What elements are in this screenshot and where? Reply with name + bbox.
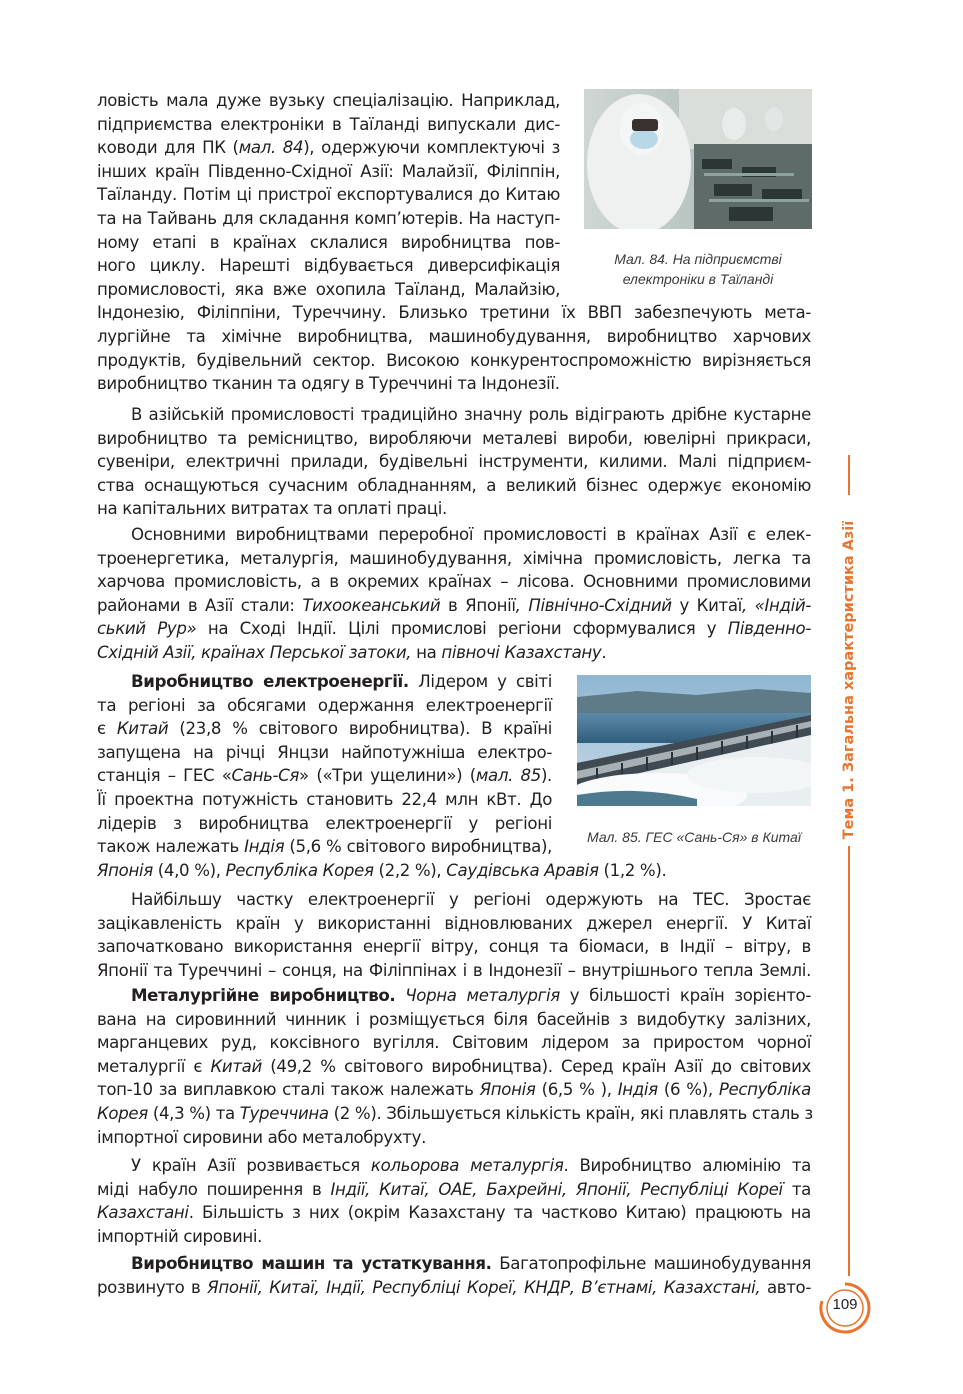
text-line: запущена на річці Янцзи найпотужніша електро- (97, 742, 552, 762)
paragraph-4 (97, 670, 811, 882)
text-line: на капітальних витратах та оплаті праці. (97, 499, 447, 519)
paragraph-8 (97, 1252, 811, 1299)
text-line: станція – ГЕС «Сань-Ся» («Три ущелини») (мал. 85). (97, 766, 552, 786)
figure-84-caption-line1: Мал. 84. На підприємстві (614, 251, 782, 267)
page-number-badge (818, 1281, 872, 1335)
paragraph-2 (97, 403, 811, 521)
section-heading-machinery: Виробництво машин та устаткування. (131, 1254, 492, 1273)
text-line: імпортної сировини або металобрухту. (97, 1127, 426, 1147)
text-line: інших країн Південно-Східної Азії: Малайзії, Філіппін, (97, 161, 560, 181)
text-line: та на Тайвань для складання комп’ютерів. На наступ- (97, 208, 560, 228)
text-fragment: Багатопрофільне машинобудування (491, 1254, 812, 1273)
text-line: продуктів, будівельний сектор. Високою конкурентоспроможністю вирізняється (97, 350, 811, 370)
text-line: Східній Азії, країнах Перської затоки, на півночі Казахстану. (97, 642, 607, 662)
figure-84-caption-line2: електроніки в Таїланді (622, 271, 774, 287)
text-line: започатковано використання енергії вітру, сонця та біомаси, в Індії – вітру, в (97, 937, 811, 957)
text-line: В азійській промисловості традиційно значну роль відіграють дрібне кустарне (131, 405, 811, 424)
text-line: також належать Індія (5,6 % світового виробництва), (97, 837, 552, 857)
text-line: є Китай (23,8 % світового виробництва). В країні (97, 719, 552, 739)
text-line: виробництво та ремісництво, виробляючи металеві вироби, ювелірні прикраси, (97, 428, 811, 448)
text-line: У країн Азії розвивається кольорова металургія. Виробництво алюмінію та (131, 1156, 811, 1175)
text-line: марганцевих руд, коксівного вугілля. Світовим лідером за приростом чорної (97, 1033, 811, 1053)
paragraph-7 (97, 1154, 811, 1248)
text-line: ному етапі в країнах склалися виробництва пов- (97, 232, 560, 252)
text-line: ства оснащуються сучасним обладнанням, а великий бізнес одержує економію (97, 475, 811, 495)
text-line: та регіоні за обсягами одержання електроенергії (97, 695, 552, 715)
text-line: виробництво тканин та одягу в Туреччині та Індонезії. (97, 374, 560, 394)
topic-tab-label: Тема 1. Загальна характеристика Азії (841, 520, 857, 840)
paragraph-3 (97, 523, 811, 665)
text-line: підприємства електроніки в Таїланді випускали дис- (97, 114, 560, 134)
text-line: троенергетика, металургія, машинобудування, хімічна промисловість, легка та (97, 548, 811, 568)
text-line: Її проектна потужність становить 22,4 млн кВт. До (97, 789, 552, 809)
text-line: Таїланду. Потім ці пристрої експортувалися до Китаю (97, 185, 560, 205)
text-line: районами в Азії стали: Тихоокеанський в Японії, Північно-Східний у Китаї, «Індій- (97, 595, 812, 615)
text-line: металургії є Китай (49,2 % світового виробництва). Серед країн Азії до світових (97, 1056, 811, 1076)
text-line: ководи для ПК (мал. 84), одержуючи комплектуючі з (97, 138, 561, 158)
text-line: розвинуто в Японії, Китаї, Індії, Республіці Кореї, КНДР, В’єтнамі, Казахстані, авто- (97, 1277, 811, 1297)
text-line: ного циклу. Нарешті відбувається диверсифікація (97, 256, 560, 276)
text-line: лургійне та хімічне виробництва, машинобудування, виробництво харчових (97, 326, 811, 346)
text-line: Найбільшу частку електроенергії у регіоні одержують на ТЕС. Зростає (131, 890, 811, 909)
sidebar-line-top (848, 455, 850, 495)
text-line: сувеніри, електричні прилади, будівельні інструменти, килими. Малі підприєм- (97, 452, 811, 472)
text-line: ловість мала дуже вузьку спеціалізацію. Наприклад, (97, 91, 560, 110)
text-line: топ-10 за виплавкою сталі також належать Японія (6,5 % ), Індія (6 %), Республіка (97, 1080, 811, 1100)
paragraph-6 (97, 984, 811, 1149)
section-heading-electricity: Виробництво електроенергії. (131, 672, 409, 691)
text-line: промисловості, яка вже охопила Таїланд, Малайзію, (97, 279, 560, 299)
paragraph-5 (97, 888, 811, 982)
section-heading-metallurgy: Металургійне виробництво. (131, 986, 396, 1005)
text-line: Металургійне виробництво. Чорна металургія у більшості країн зорієнто- (131, 986, 811, 1005)
text-line: Японія (4,0 %), Республіка Корея (2,2 %), Саудівська Аравія (1,2 %). (97, 860, 667, 880)
text-line: вана на сировинний чинник і розміщується біля басейнів з видобутку залізних, (97, 1009, 811, 1029)
sidebar-line-bottom (848, 846, 850, 1276)
text-line: Основними виробництвами переробної промисловості в країнах Азії є елек- (131, 525, 811, 544)
text-line: імпортній сировині. (97, 1226, 263, 1246)
text-line: лідерів з виробництва електроенергії у регіоні (97, 813, 552, 833)
text-line (97, 1252, 811, 1276)
text-line: ський Рур» на Сході Індії. Цілі промислові регіони сформувалися у Південно- (97, 619, 811, 639)
text-line: міді набуло поширення в Індії, Китаї, ОАЕ, Бахрейні, Японії, Республіці Кореї та (97, 1179, 811, 1199)
figure-85-caption: Мал. 85. ГЕС «Сань-Ся» в Китаї (587, 829, 801, 845)
text-fragment: Лідером у світі (408, 672, 552, 691)
text-line (97, 670, 552, 694)
text-line: Індонезію, Філіппіни, Туреччину. Близько третини їх ВВП забезпечують мета- (97, 303, 811, 323)
text-line: зацікавленість країн у використанні відновлюваних джерел енергії. У Китаї (97, 913, 811, 933)
text-line: харчова промисловість, а в окремих країнах – лісова. Основними промисловими (97, 572, 811, 592)
page-number: 109 (832, 1296, 858, 1313)
text-line: Японії та Туреччині – сонця, на Філіппінах і в Індонезії – внутрішнього тепла Землі. (97, 960, 811, 980)
text-line: Казахстані. Більшість з них (окрім Казахстану та частково Китаю) працюють на (97, 1203, 811, 1223)
text-line: Корея (4,3 %) та Туреччина (2 %). Збільшується кількість країн, які плавлять сталь з (97, 1103, 813, 1123)
paragraph-1 (97, 89, 811, 396)
